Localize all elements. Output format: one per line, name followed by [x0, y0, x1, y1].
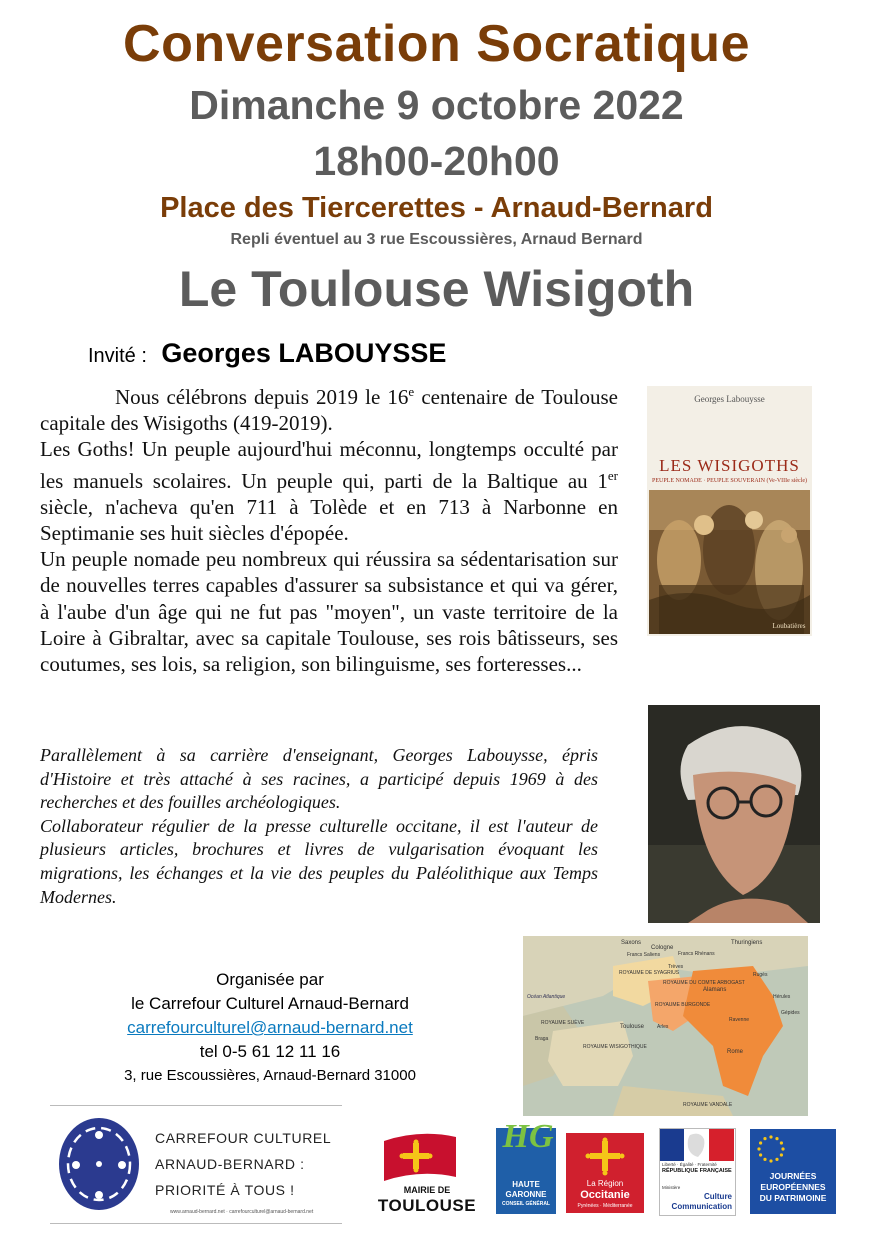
event-title: Conversation Socratique: [123, 15, 750, 73]
ministere-culture-logo: [659, 1128, 736, 1216]
map-label-20: Rome: [727, 1049, 744, 1055]
p2-superscript: er: [607, 467, 618, 483]
hg-logo-line-1: HAUTE: [512, 1180, 540, 1189]
event-date: Dimanche 9 octobre 2022: [189, 82, 684, 128]
occitanie-logo-line-2: Occitanie: [580, 1189, 630, 1201]
organizer-phone: tel 0-5 61 12 11 16: [199, 1042, 341, 1061]
occitan-cross-icon: [583, 1137, 627, 1177]
rf-logo-line-4: Culture: [704, 1192, 732, 1201]
jep-logo-line-1: JOURNÉES: [769, 1171, 817, 1181]
book-subtitle: PEUPLE NOMADE · PEUPLE SOUVERAIN (Ve-VIIIe siècle): [652, 478, 807, 484]
carrefour-emblem-icon: [56, 1115, 142, 1213]
haute-garonne-mark: HG: [502, 1118, 554, 1155]
map-visigoth-kingdoms: [523, 936, 808, 1116]
occitanie-logo-line-3: Pyrénées · Méditerranée: [577, 1203, 633, 1209]
carrefour-logo-web: www.arnaud-bernard.net · carrefourculturel@arnaud-bernard.net: [170, 1209, 314, 1215]
jep-logo: [750, 1129, 836, 1214]
description-paragraph-2: [40, 436, 618, 546]
jep-logo-line-2: EUROPÉENNES: [760, 1182, 826, 1192]
occitanie-logo-line-1: La Région: [586, 1179, 624, 1188]
bio-paragraph-1: Parallèlement à sa carrière d'enseignant, Georges Labouysse, épris d'Histoire et très attaché à ses racines, a participé depuis 1969 à des recherches et des fouilles archéologiques.: [40, 745, 598, 813]
map-label-1: Thuringiens: [731, 940, 763, 946]
logo-divider-top: [50, 1105, 342, 1106]
map-label-0: Saxons: [621, 940, 642, 946]
mairie-toulouse-logo: [376, 1133, 478, 1215]
rf-logo-line-3: Ministère: [662, 1185, 681, 1190]
map-label-2: Cologne: [651, 945, 674, 951]
carrefour-logo-text: [155, 1125, 331, 1203]
map-label-13: ROYAUME SUÈVE: [541, 1020, 585, 1026]
description: [40, 379, 618, 677]
map-label-5: ROYAUME DE SYAGRIUS: [619, 970, 680, 976]
book-title: LES WISIGOTHS: [659, 456, 800, 475]
rf-logo-line-1: Liberté · Égalité · Fraternité: [662, 1162, 717, 1167]
hg-logo-line-2: GARONNE: [505, 1190, 547, 1199]
mairie-logo-line-2: TOULOUSE: [377, 1196, 477, 1215]
occitan-cross-flag-icon: [384, 1133, 456, 1181]
organizer-email-link[interactable]: carrefourculturel@arnaud-bernard.net: [127, 1018, 413, 1037]
book-publisher: Loubatières: [772, 622, 806, 630]
p2-end: siècle, n'acheva qu'en 711 à Tolède et en 713 à Narbonne en Septimanie ses huit siècles d'épopée.: [40, 494, 618, 546]
map-label-21: ROYAUME VANDALE: [683, 1102, 733, 1108]
hg-logo-line-3: CONSEIL GÉNÉRAL: [502, 1201, 550, 1207]
p1-start: Nous célébrons depuis 2019 le 16: [115, 385, 409, 409]
map-label-4: Francs Rhénans: [678, 951, 715, 957]
book-illustration: [649, 490, 810, 634]
rf-logo-line-5: Communication: [671, 1202, 732, 1211]
region-occitanie-logo: [566, 1133, 644, 1213]
guest-name: Georges LABOUYSSE: [161, 338, 447, 368]
map-label-17: ROYAUME BURGONDE: [655, 1002, 711, 1008]
guest-line: [88, 338, 446, 369]
carrefour-logo-line-2: ARNAUD-BERNARD :: [155, 1156, 305, 1172]
carrefour-logo-line-3: PRIORITÉ À TOUS !: [155, 1182, 295, 1198]
haute-garonne-logo: [496, 1118, 558, 1214]
map-label-19: ROYAUME WISIGOTHIQUE: [583, 1044, 647, 1050]
map-label-3: Francs Saliens: [627, 952, 661, 958]
event-time: 18h00-20h00: [313, 138, 560, 184]
organizer-intro: Organisée par: [216, 970, 324, 989]
map-label-11: Rugès: [753, 972, 768, 978]
mairie-logo-line-1: MAIRIE DE: [403, 1185, 451, 1195]
fallback-location: Repli éventuel au 3 rue Escoussières, Arnaud Bernard: [230, 231, 643, 248]
organizer-address: 3, rue Escoussières, Arnaud-Bernard 31000: [124, 1067, 416, 1084]
map-label-15: Toulouse: [620, 1024, 645, 1030]
p1-superscript: e: [408, 384, 415, 399]
p1-end: centenaire de Toulouse capitale des Wisigoths (419-2019).: [40, 385, 618, 436]
map-label-16: Arles: [657, 1024, 669, 1030]
p2-start: Les Goths! Un peuple aujourd'hui méconnu, longtemps occulté par les manuels scolaires. Un peuple qui, parti de la Baltique au 1: [40, 437, 618, 493]
guest-bio: [40, 744, 598, 909]
logo-divider-bottom: [50, 1223, 342, 1224]
carrefour-logo-line-1: CARREFOUR CULTUREL: [155, 1130, 332, 1146]
map-label-6: Trèves: [668, 964, 684, 970]
jep-logo-line-3: DU PATRIMOINE: [759, 1193, 827, 1203]
book-author: Georges Labouysse: [694, 394, 765, 404]
description-paragraph-3: Un peuple nomade peu nombreux qui réussira sa sédentarisation sur de nouvelles terres capables d'assurer sa subsistance et qui va gérer, à l'aube d'un âge qui ne fut pas "moyen", un vaste territoire de la Loire à Gibraltar, avec sa capitale Toulouse, ses rois bâtisseurs, ses coutumes, ses lois, sa religion, son bilinguisme, ses forteresses...: [40, 547, 618, 677]
organizer-block: [70, 968, 470, 1088]
map-label-9: Océan Atlantique: [527, 994, 566, 1000]
map-label-14: Braga: [535, 1036, 549, 1042]
map-label-18: Ravenne: [729, 1017, 750, 1023]
event-subject: Le Toulouse Wisigoth: [178, 261, 695, 317]
rf-logo-line-2: RÉPUBLIQUE FRANÇAISE: [662, 1168, 732, 1174]
guest-photo: [648, 705, 820, 923]
carrefour-culturel-logo: [50, 1105, 342, 1225]
map-label-10: Hérules: [773, 994, 791, 1000]
map-label-12: Gépides: [781, 1010, 800, 1016]
event-place: Place des Tiercerettes - Arnaud-Bernard: [160, 192, 713, 224]
bio-paragraph-2: Collaborateur régulier de la presse culturelle occitane, il est l'auteur de plusieurs articles, brochures et livres de vulgarisation évoquant les migrations, les échanges et la vie des peuples du Paléolithique aux Temps Modernes.: [40, 815, 598, 907]
guest-label: Invité :: [88, 345, 147, 367]
book-cover: [647, 386, 812, 636]
map-label-7: ROYAUME DU COMTE ARBOGAST: [663, 980, 745, 986]
map-label-8: Alamans: [703, 987, 727, 993]
eu-stars-icon: [756, 1134, 786, 1164]
marianne-flag-icon: [660, 1129, 734, 1161]
description-paragraph-1: [40, 379, 618, 436]
organizer-name: le Carrefour Culturel Arnaud-Bernard: [131, 994, 409, 1013]
